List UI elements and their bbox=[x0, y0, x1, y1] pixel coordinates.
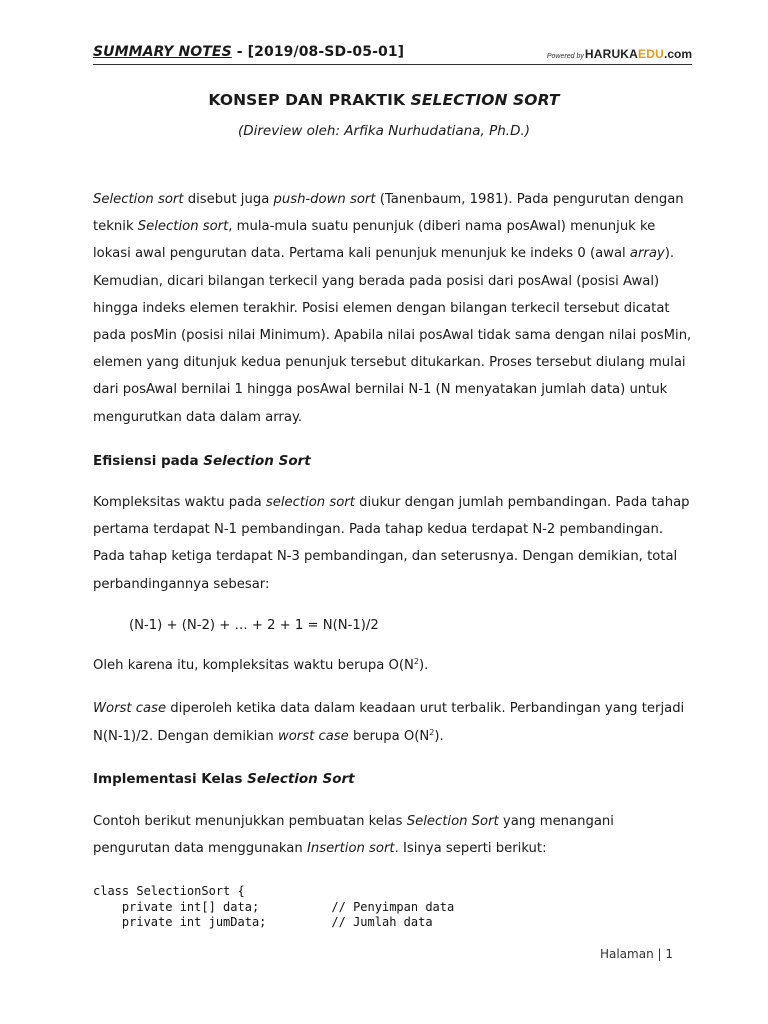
complexity-conclusion: Oleh karena itu, kompleksitas waktu berupa $O(N^2)$. bbox=[93, 657, 429, 673]
section-heading-implementasi: Implementasi Kelas Selection Sort bbox=[93, 771, 355, 787]
page-title: KONSEP DAN PRAKTIK SELECTION SORT bbox=[208, 91, 560, 109]
section-heading-efisiensi: Efisiensi pada Selection Sort bbox=[93, 453, 311, 469]
intro-paragraph: Selection sort disebut juga push-down sort (Tanenbaum, 1981). Pada pengurutan dengan teknik Selection sort, mula-mula suatu penunjuk (diberi nama posAwal) menunjuk ke lokasi awal pengurutan data. Pertama kali penunjuk menunjuk ke indeks 0 (awal array). Kemudian, dicari bilangan terkecil yang berada pada posisi dari posAwal (posisi Awal) hingga indeks elemen terakhir. Posisi elemen dengan bilangan terkecil tersebut dicatat pada posMin (posisi nilai Minimum). Apabila nilai posAwal tidak sama dengan nilai posMin, elemen yang ditunjuk kedua penunjuk tersebut ditukarkan. Proses tersebut diulang mulai dari posAwal bernilai 1 hingga posAwal bernilai N-1 (N menyatakan jumlah data) untuk mengurutkan data dalam array. bbox=[93, 192, 692, 425]
code-snippet: class SelectionSort { private int[] data; // Penyimpan data private int jumData; // Jumlah data bbox=[93, 884, 455, 929]
page-number: Halaman | 1 bbox=[599, 947, 673, 961]
header-divider bbox=[93, 64, 692, 65]
implementasi-paragraph: Contoh berikut menunjukkan pembuatan kelas Selection Sort yang menangani pengurutan data menggunakan Insertion sort. Isinya seperti berikut: bbox=[93, 814, 614, 857]
worst-case-line-1: Worst case diperoleh ketika data dalam keadaan urut terbalik. Perbandingan yang terjadi bbox=[93, 701, 685, 716]
brand-logo: Powered byHARUKAEDU.com bbox=[546, 47, 692, 61]
efisiensi-paragraph: Kompleksitas waktu pada selection sort diukur dengan jumlah pembandingan. Pada tahap pertama terdapat N-1 pembandingan. Pada tahap kedua terdapat N-2 pembandingan. Pada tahap ketiga terdapat N-3 pembandingan, dan seterusnya. Dengan demikian, total perbandingannya sebesar: bbox=[93, 495, 690, 592]
header-series: SUMMARY NOTES - [2019/08-SD-05-01] bbox=[93, 44, 405, 60]
reviewer-line: (Direview oleh: Arfika Nurhudatiana, Ph.D.) bbox=[237, 123, 531, 139]
complexity-formula: (N-1) + (N-2) + … + 2 + 1 = N(N-1)/2 bbox=[129, 618, 379, 633]
worst-case-line-2: N(N-1)/2. Dengan demikian worst case berupa $O(N^2)$. bbox=[93, 728, 444, 744]
